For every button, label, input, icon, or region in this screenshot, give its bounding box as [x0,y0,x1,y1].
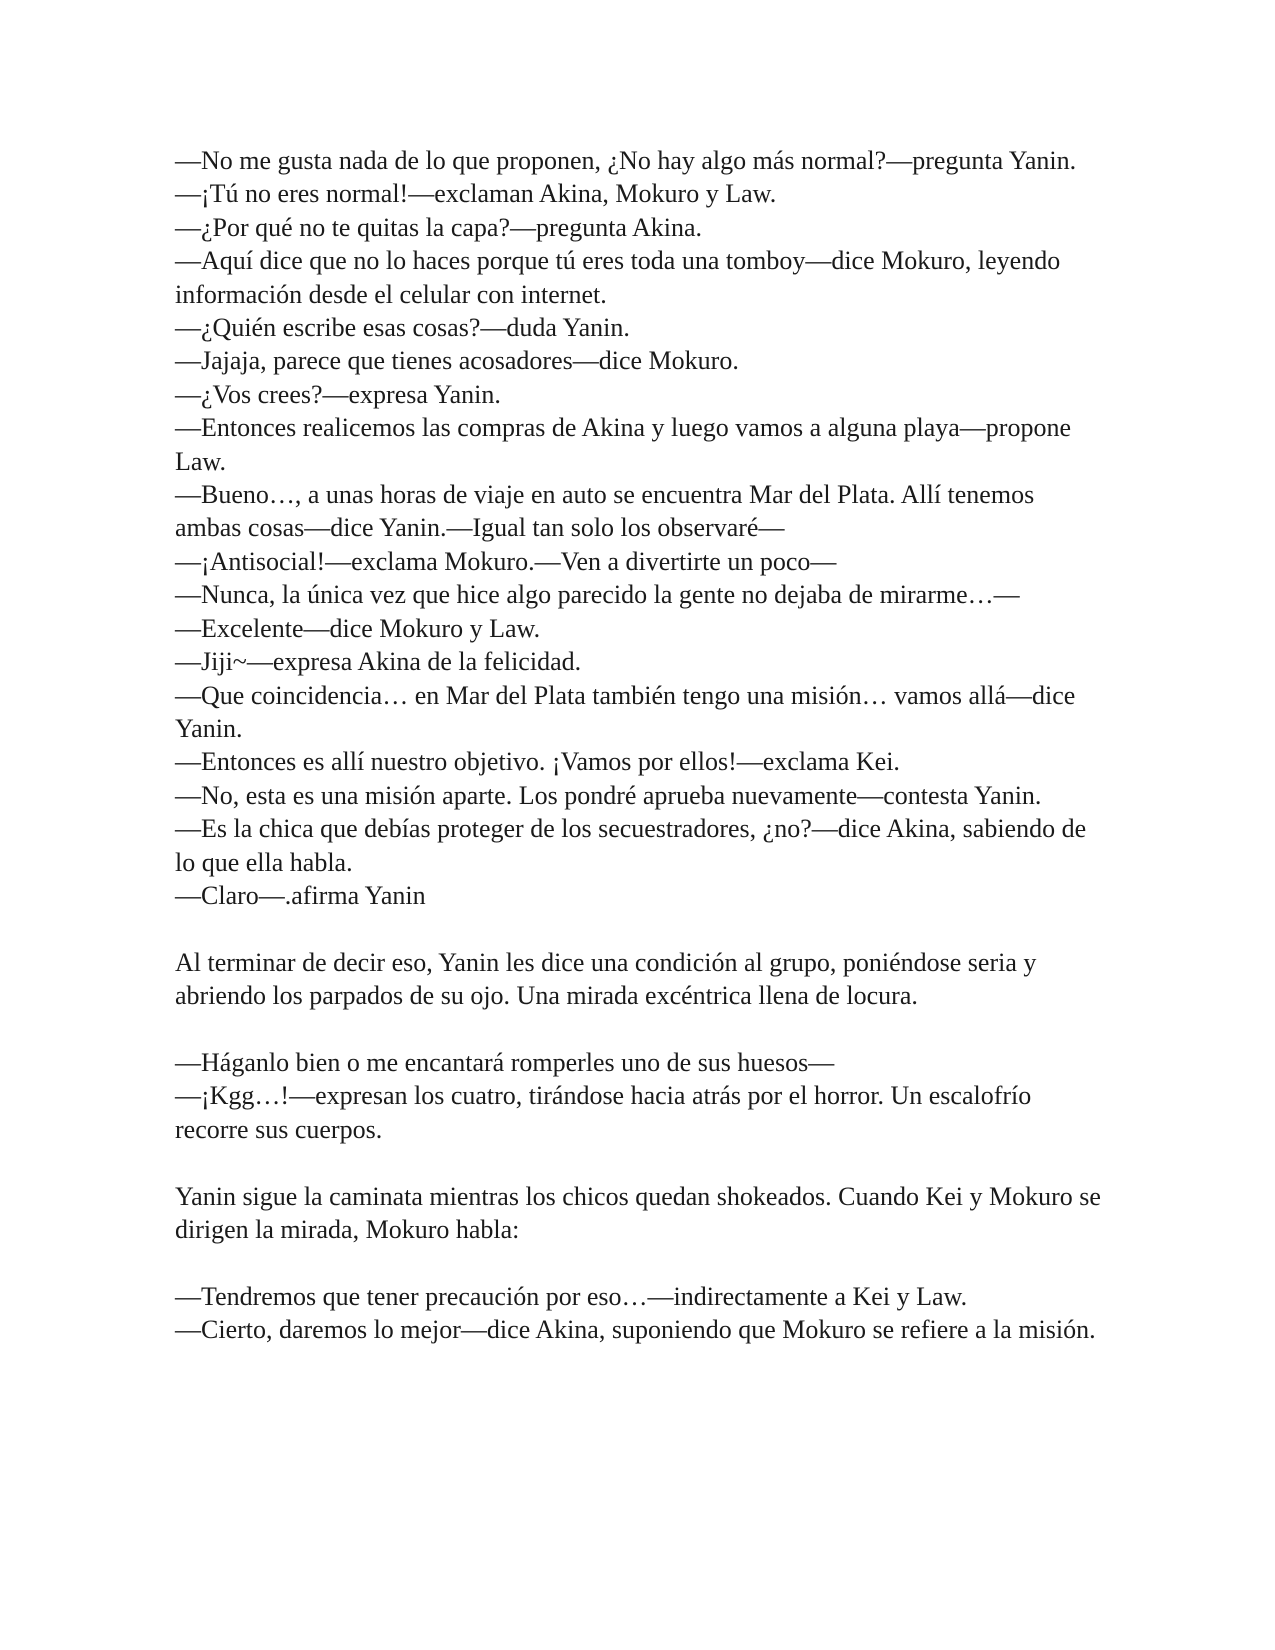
dialogue-line: —Aquí dice que no lo haces porque tú eres toda una tomboy—dice Mokuro, leyendo información desde el celular con internet. [175,246,1061,309]
dialogue-line: —¿Por qué no te quitas la capa?—pregunta Akina. [175,212,703,242]
paragraph-gap [175,912,1105,945]
dialogue-line: —Jajaja, parece que tienes acosadores—dice Mokuro. [175,346,739,376]
dialogue-line: —Nunca, la única vez que hice algo parecido la gente no dejaba de mirarme…— [175,580,1020,610]
narration-paragraph: Yanin sigue la caminata mientras los chicos quedan shokeados. Cuando Kei y Mokuro se dirigen la mirada, Mokuro habla: [175,1181,1101,1244]
dialogue-line: —¡Antisocial!—exclama Mokuro.—Ven a divertirte un poco— [175,546,837,576]
dialogue-line: —Cierto, daremos lo mejor—dice Akina, suponiendo que Mokuro se refiere a la misión. [175,1315,1096,1345]
narration-paragraph: Al terminar de decir eso, Yanin les dice una condición al grupo, poniéndose seria y abriendo los parpados de su ojo. Una mirada excéntrica llena de locura. [175,947,1037,1011]
dialogue-line: —No me gusta nada de lo que proponen, ¿No hay algo más normal?—pregunta Yanin. [175,146,1077,175]
dialogue-line: —Entonces realicemos las compras de Akina y luego vamos a alguna playa—propone Law. [175,413,1072,476]
document-page [175,144,1105,1347]
dialogue-line: —¿Vos crees?—expresa Yanin. [175,379,501,409]
dialogue-line: —Háganlo bien o me encantará romperles uno de sus huesos— [175,1047,835,1077]
paragraph-gap [175,1146,1105,1179]
dialogue-line: —Bueno…, a unas horas de viaje en auto se encuentra Mar del Plata. Allí tenemos ambas cosas—dice Yanin.—Igual tan solo los observaré— [175,480,1035,543]
dialogue-line: —No, esta es una misión aparte. Los pondré aprueba nuevamente—contesta Yanin. [175,780,1042,810]
dialogue-line: —¿Quién escribe esas cosas?—duda Yanin. [175,313,630,343]
dialogue-line: —Jiji~—expresa Akina de la felicidad. [175,647,582,677]
dialogue-line: —Tendremos que tener precaución por eso…—indirectamente a Kei y Law. [175,1281,968,1311]
dialogue-line: —¡Kgg…!—expresan los cuatro, tirándose hacia atrás por el horror. Un escalofrío recorre sus cuerpos. [175,1081,1032,1144]
dialogue-line: —¡Tú no eres normal!—exclaman Akina, Mokuro y Law. [175,179,777,209]
paragraph-gap [175,1013,1105,1046]
dialogue-line: —Excelente—dice Mokuro y Law. [175,613,541,643]
dialogue-line: —Claro—.afirma Yanin [175,880,426,910]
paragraph-gap [175,1246,1105,1279]
dialogue-line: —Que coincidencia… en Mar del Plata también tengo una misión… vamos allá—dice Yanin. [175,680,1076,743]
dialogue-line: —Entonces es allí nuestro objetivo. ¡Vamos por ellos!—exclama Kei. [175,747,900,777]
dialogue-line: —Es la chica que debías proteger de los secuestradores, ¿no?—dice Akina, sabiendo de lo que ella habla. [175,814,1087,877]
